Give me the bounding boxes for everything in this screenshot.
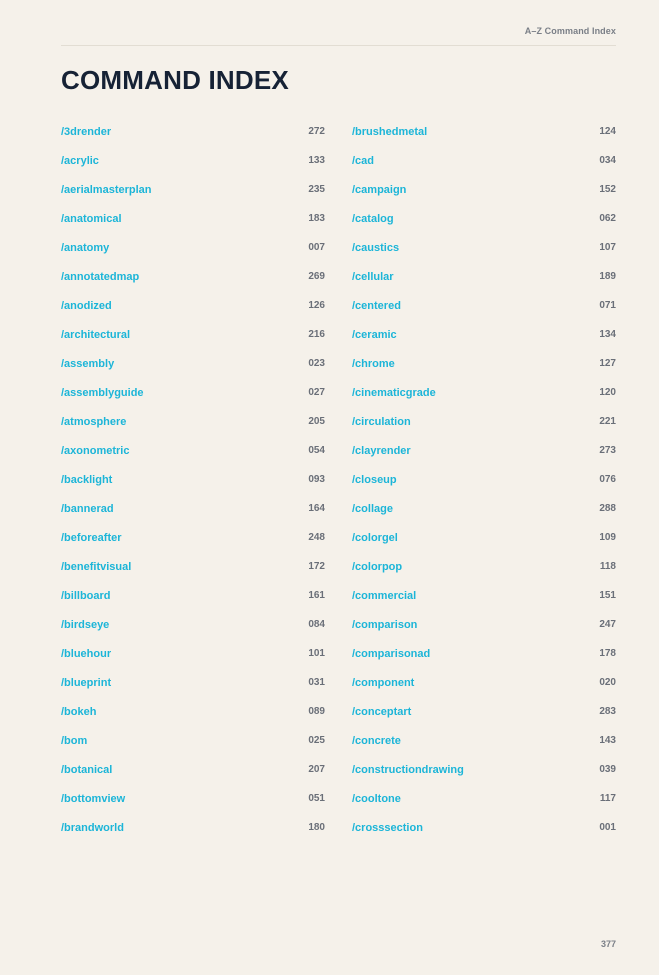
- page-reference: 107: [599, 242, 616, 253]
- page-reference: 127: [599, 358, 616, 369]
- index-entry: [61, 146, 325, 175]
- index-entry: [61, 320, 325, 349]
- page-reference: 205: [308, 416, 325, 427]
- page-reference: 269: [308, 271, 325, 282]
- page-reference: 283: [599, 706, 616, 717]
- page-reference: 093: [308, 474, 325, 485]
- page-reference: 221: [599, 416, 616, 427]
- page-reference: 178: [599, 648, 616, 659]
- page-reference: 034: [599, 155, 616, 166]
- page-reference: 124: [599, 126, 616, 137]
- page-reference: 180: [308, 822, 325, 833]
- page-reference: 207: [308, 764, 325, 775]
- command-link[interactable]: /assemblyguide: [61, 386, 144, 399]
- command-link[interactable]: /commercial: [352, 589, 417, 602]
- command-link[interactable]: /benefitvisual: [61, 560, 132, 573]
- command-link[interactable]: /constructiondrawing: [352, 763, 464, 776]
- command-link[interactable]: /colorgel: [352, 531, 398, 544]
- page-reference: 109: [599, 532, 616, 543]
- index-entry: [352, 581, 616, 610]
- command-link[interactable]: /bom: [61, 734, 88, 747]
- command-link[interactable]: /aerialmasterplan: [61, 183, 152, 196]
- index-entry: [61, 726, 325, 755]
- header-divider: [61, 45, 616, 46]
- index-entry: [352, 291, 616, 320]
- command-link[interactable]: /architectural: [61, 328, 131, 341]
- index-entry: [352, 494, 616, 523]
- page-reference: 134: [599, 329, 616, 340]
- command-link[interactable]: /anodized: [61, 299, 112, 312]
- page-number: 377: [600, 939, 616, 949]
- command-link[interactable]: /circulation: [352, 415, 411, 428]
- page-reference: 007: [308, 242, 325, 253]
- index-entry: [352, 320, 616, 349]
- page-reference: 023: [308, 358, 325, 369]
- page-reference: 235: [308, 184, 325, 195]
- index-entry: [352, 813, 616, 842]
- index-entry: [61, 581, 325, 610]
- command-link[interactable]: /assembly: [61, 357, 115, 370]
- index-entry: [352, 465, 616, 494]
- page-reference: 027: [308, 387, 325, 398]
- index-entry: [352, 523, 616, 552]
- command-link[interactable]: /comparisonad: [352, 647, 431, 660]
- page-reference: 172: [308, 561, 325, 572]
- page-title: COMMAND INDEX: [61, 65, 289, 95]
- index-entry: [61, 117, 325, 146]
- page-reference: 248: [308, 532, 325, 543]
- page-reference: 152: [599, 184, 616, 195]
- page-reference: 062: [599, 213, 616, 224]
- index-entry: [61, 349, 325, 378]
- command-link[interactable]: /axonometric: [61, 444, 130, 457]
- page-reference: 133: [308, 155, 325, 166]
- command-link[interactable]: /caustics: [352, 241, 400, 254]
- command-link[interactable]: /blueprint: [61, 676, 112, 689]
- command-link[interactable]: /botanical: [61, 763, 113, 776]
- command-link[interactable]: /colorpop: [352, 560, 403, 573]
- page-reference: 183: [308, 213, 325, 224]
- index-entry: [352, 117, 616, 146]
- command-link[interactable]: /brushedmetal: [352, 125, 428, 138]
- index-entry: [61, 204, 325, 233]
- page-reference: 120: [599, 387, 616, 398]
- page-reference: 025: [308, 735, 325, 746]
- command-link[interactable]: /annotatedmap: [61, 270, 140, 283]
- index-entry: [352, 262, 616, 291]
- command-link[interactable]: /conceptart: [352, 705, 412, 718]
- command-link[interactable]: /crosssection: [352, 821, 423, 834]
- page-reference: 020: [599, 677, 616, 688]
- index-entry: [61, 523, 325, 552]
- index-entry: [352, 639, 616, 668]
- page-reference: 084: [308, 619, 325, 630]
- page-reference: 273: [599, 445, 616, 456]
- index-column-left: [61, 117, 325, 842]
- index-entry: [61, 697, 325, 726]
- page-reference: 143: [599, 735, 616, 746]
- index-entry: [61, 668, 325, 697]
- command-link[interactable]: /chrome: [352, 357, 395, 370]
- index-entry: [352, 146, 616, 175]
- command-link[interactable]: /bottomview: [61, 792, 126, 805]
- page-reference: 001: [599, 822, 616, 833]
- command-link[interactable]: /anatomy: [61, 241, 110, 254]
- page-reference: 126: [308, 300, 325, 311]
- page-reference: 161: [308, 590, 325, 601]
- command-link[interactable]: /clayrender: [352, 444, 411, 457]
- index-entry: [352, 378, 616, 407]
- command-link[interactable]: /concrete: [352, 734, 401, 747]
- index-entry: [61, 813, 325, 842]
- page-reference: 272: [308, 126, 325, 137]
- command-link[interactable]: /comparison: [352, 618, 418, 631]
- page-reference: 089: [308, 706, 325, 717]
- command-link[interactable]: /cad: [352, 154, 375, 167]
- page-reference: 051: [308, 793, 325, 804]
- command-link[interactable]: /billboard: [61, 589, 111, 602]
- index-entry: [61, 378, 325, 407]
- command-link[interactable]: /cooltone: [352, 792, 401, 805]
- index-entry: [352, 697, 616, 726]
- command-link[interactable]: /birdseye: [61, 618, 110, 631]
- command-link[interactable]: /brandworld: [61, 821, 124, 834]
- command-link[interactable]: /backlight: [61, 473, 113, 486]
- page-reference: 054: [308, 445, 325, 456]
- index-entry: [61, 755, 325, 784]
- index-entry: [352, 610, 616, 639]
- command-link[interactable]: /cinematicgrade: [352, 386, 436, 399]
- page-reference: 039: [599, 764, 616, 775]
- index-entry: [61, 610, 325, 639]
- index-entry: [61, 494, 325, 523]
- command-link[interactable]: /campaign: [352, 183, 407, 196]
- command-link[interactable]: /beforeafter: [61, 531, 122, 544]
- index-entry: [352, 175, 616, 204]
- page-reference: 101: [308, 648, 325, 659]
- index-entry: [352, 407, 616, 436]
- command-link[interactable]: /cellular: [352, 270, 394, 283]
- command-link[interactable]: /closeup: [352, 473, 397, 486]
- command-link[interactable]: /atmosphere: [61, 415, 127, 428]
- command-link[interactable]: /bokeh: [61, 705, 97, 718]
- command-link[interactable]: /bannerad: [61, 502, 114, 515]
- index-entry: [61, 784, 325, 813]
- page-reference: 247: [599, 619, 616, 630]
- command-link[interactable]: /collage: [352, 502, 393, 515]
- command-link[interactable]: /3drender: [61, 125, 112, 138]
- page-reference: 151: [599, 590, 616, 601]
- index-entry: [352, 726, 616, 755]
- index-entry: [61, 233, 325, 262]
- command-link[interactable]: /acrylic: [61, 154, 99, 167]
- index-entry: [352, 436, 616, 465]
- page-reference: 164: [308, 503, 325, 514]
- page-reference: 117: [599, 793, 616, 804]
- command-link[interactable]: /centered: [352, 299, 401, 312]
- index-entry: [61, 262, 325, 291]
- page-reference: 288: [599, 503, 616, 514]
- command-link[interactable]: /anatomical: [61, 212, 122, 225]
- index-column-right: [352, 117, 616, 842]
- page-reference: 189: [599, 271, 616, 282]
- index-entry: [61, 465, 325, 494]
- index-entry: [61, 552, 325, 581]
- page-reference: 216: [308, 329, 325, 340]
- index-entry: [352, 204, 616, 233]
- running-header: A–Z Command Index: [524, 26, 616, 36]
- index-entry: [352, 755, 616, 784]
- index-entry: [352, 668, 616, 697]
- index-entry: [352, 552, 616, 581]
- index-entry: [61, 639, 325, 668]
- index-entry: [352, 349, 616, 378]
- page-reference: 031: [308, 677, 325, 688]
- index-entry: [61, 436, 325, 465]
- page-reference: 118: [599, 561, 616, 572]
- command-link[interactable]: /bluehour: [61, 647, 112, 660]
- command-link[interactable]: /component: [352, 676, 415, 689]
- index-entry: [352, 233, 616, 262]
- index-entry: [61, 291, 325, 320]
- index-entry: [352, 784, 616, 813]
- index-entry: [61, 175, 325, 204]
- page-reference: 076: [599, 474, 616, 485]
- page-reference: 071: [599, 300, 616, 311]
- command-link[interactable]: /ceramic: [352, 328, 397, 341]
- command-link[interactable]: /catalog: [352, 212, 394, 225]
- index-entry: [61, 407, 325, 436]
